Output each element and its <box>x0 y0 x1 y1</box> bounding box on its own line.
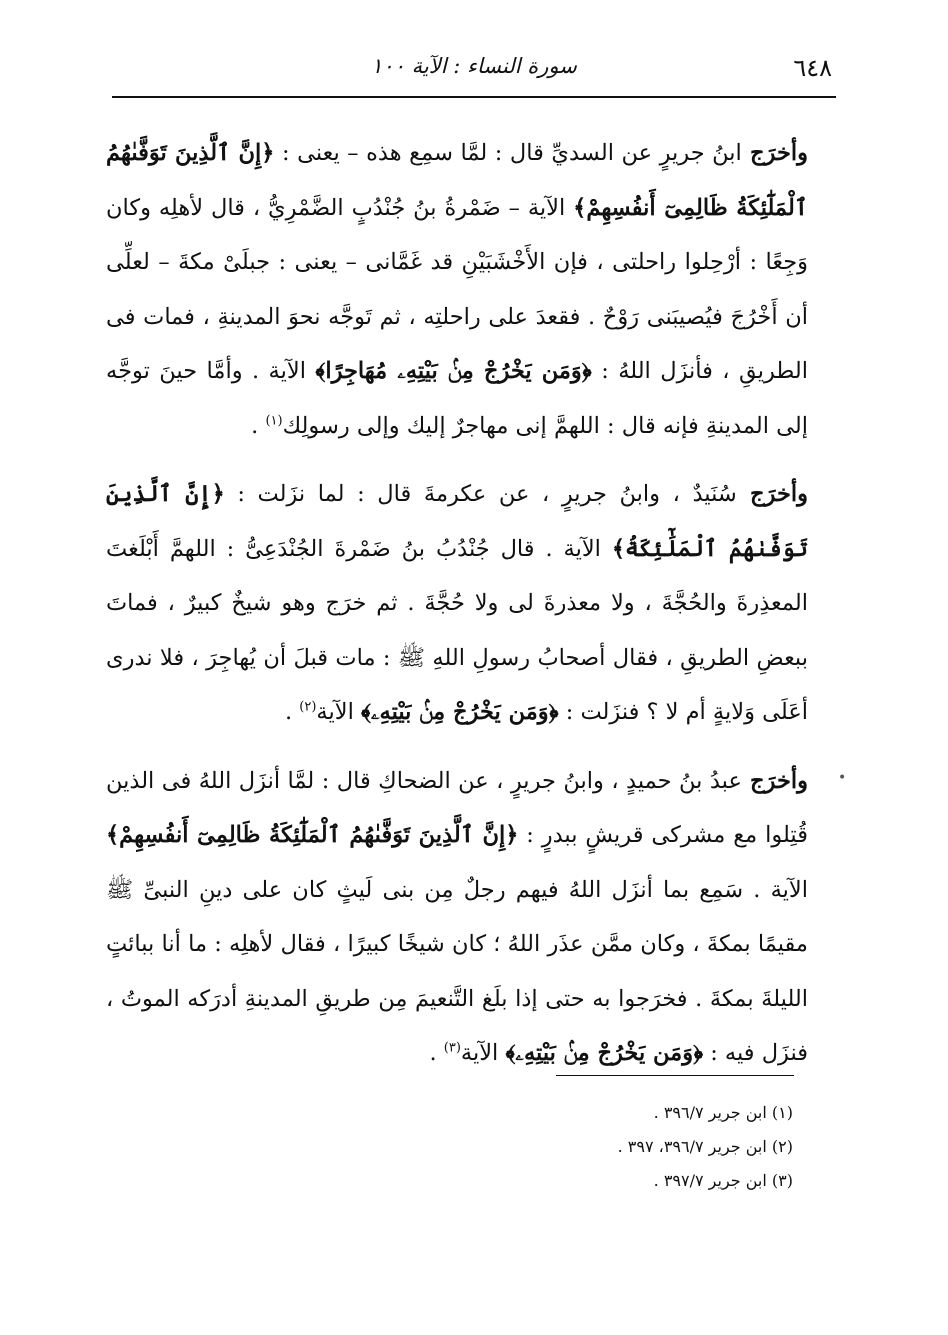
page-number: ٦٤٨ <box>793 54 832 82</box>
paragraph <box>106 126 808 453</box>
paragraph-text: ابنُ جريرٍ عن السديِّ قال : لمَّا سمِع هذه – يعنى : <box>274 140 742 166</box>
quran-quote: ﴿إِنَّ ٱلَّذِينَ تَوَفَّىٰهُمُ ٱلْمَلَٰٓئِكَةُ ظَالِمِىٓ أَنفُسِهِمْ﴾ <box>106 140 808 221</box>
paragraph-end: . <box>429 1040 444 1066</box>
paragraph-text: الآية <box>316 699 361 725</box>
quran-quote: ﴿إِنَّ ٱلَّذِينَ تَوَفَّىٰهُمُ ٱلْمَلَٰٓئِكَةُ﴾ <box>106 481 808 562</box>
body-text <box>106 126 808 1095</box>
paragraph <box>106 467 808 740</box>
footnote-ref: (٢) <box>299 699 317 715</box>
paragraph-end: . <box>284 699 300 725</box>
quran-quote: ﴿وَمَن يَخْرُجْ مِنۢ بَيْتِهِۦ﴾ <box>505 1040 704 1066</box>
paragraph-text: الآية . وأمَّا حينَ توجَّه إلى المدينةِ فإنه قال : اللهمَّ إنى مهاجرٌ إليك وإلى رسولِك <box>106 358 808 439</box>
paragraph-lead: وأخرَج <box>741 767 808 794</box>
paragraph-text: الآية – ضَمْرةُ بنُ جُنْدُبٍ الضَّمْرِيُّ ، قال لأهلِه وكان وَجِعًا : أرْحِلوا راحلتى ، فإن الأَخْشَبَيْنِ قد غَمَّانى – يعنى : جبلَىْ مكةَ – لعلِّى أن أَخْرُجَ فيُصيبَنى رَوْحٌ . فقعدَ على راحلتِه ، ثم تَوجَّه نحوَ المدينةِ ، فمات فى الطريقِ ، فأنزَل اللهُ : <box>106 194 808 384</box>
paragraph-text: سُنَيدٌ ، وابنُ جريرٍ ، عن عكرمةَ قال : لما نزَلت : <box>224 481 737 507</box>
page-header <box>112 46 836 96</box>
paragraph <box>106 754 808 1081</box>
header-rule <box>112 96 836 98</box>
paragraph-lead: وأخرَج <box>736 481 808 507</box>
quran-quote: ﴿وَمَن يَخْرُجْ مِنۢ بَيْتِهِۦ مُهَاجِرًا﴾ <box>315 358 592 384</box>
quran-quote: ﴿وَمَن يَخْرُجْ مِنۢ بَيْتِهِۦ﴾ <box>360 699 559 725</box>
footnote-rule <box>556 1075 794 1076</box>
footnote: (١) ابن جرير ٣٩٦/٧ . <box>653 1103 793 1122</box>
footnote: (٢) ابن جرير ٣٩٦/٧، ٣٩٧ . <box>617 1137 793 1156</box>
footnote-ref: (١) <box>265 413 283 428</box>
quran-quote: ﴿إِنَّ ٱلَّذِينَ تَوَفَّىٰهُمُ ٱلْمَلَٰٓئِكَةُ ظَالِمِىٓ أَنفُسِهِمْ﴾ <box>106 822 519 848</box>
paragraph-lead: وأخرَج <box>741 140 809 166</box>
margin-mark: • <box>838 770 847 786</box>
paragraph-end: . <box>251 412 266 439</box>
footnote-ref: (٣) <box>443 1040 461 1056</box>
paragraph-text: الآية . سَمِع بما أنزَل اللهُ فيهم رجلٌ مِن بنى لَيثٍ كان على دينِ النبىِّ ﷺ مقيمًا بمكةَ ، وكان ممَّن عذَر اللهُ ؛ كان شيخًا كبيرًا ، فقال لأهلِه : ما أنا ببائتٍ الليلةَ بمكةَ . فخرَجوا به حتى إذا بلَغ التَّنعيمَ مِن طريقِ المدينةِ أدرَكه الموتُ ، فنزَل فيه : <box>106 876 808 1066</box>
footnotes <box>618 1096 793 1198</box>
paragraph-text: الآية <box>460 1040 506 1066</box>
footnote: (٣) ابن جرير ٣٩٧/٧ . <box>653 1171 793 1190</box>
paragraph-text: الآية . قال جُنْدُبُ بنُ ضَمْرةَ الجُنْدَعِىُّ : اللهمَّ أَبْلَغتَ المعذِرةَ والحُجَّةَ ، ولا معذرةَ لى ولا حُجَّةَ . ثم خرَج وهو شيخٌ كبيرٌ ، فماتَ ببعضِ الطريقِ ، فقال أصحابُ رسولِ اللهِ ﷺ : مات قبلَ أن يُهاجِرَ ، فلا ندرى أعَلَى وَلايةٍ أم لا ؟ فنزَلت : <box>106 535 808 725</box>
paragraph-text: عبدُ بنُ حميدٍ ، وابنُ جريرٍ ، عن الضحاكِ قال : لمَّا أنزَل اللهُ فى الذين قُتِلوا مع مشركى قريشٍ ببدرٍ : <box>106 767 808 848</box>
running-title: سورة النساء : الآية ١٠٠ <box>371 54 577 78</box>
